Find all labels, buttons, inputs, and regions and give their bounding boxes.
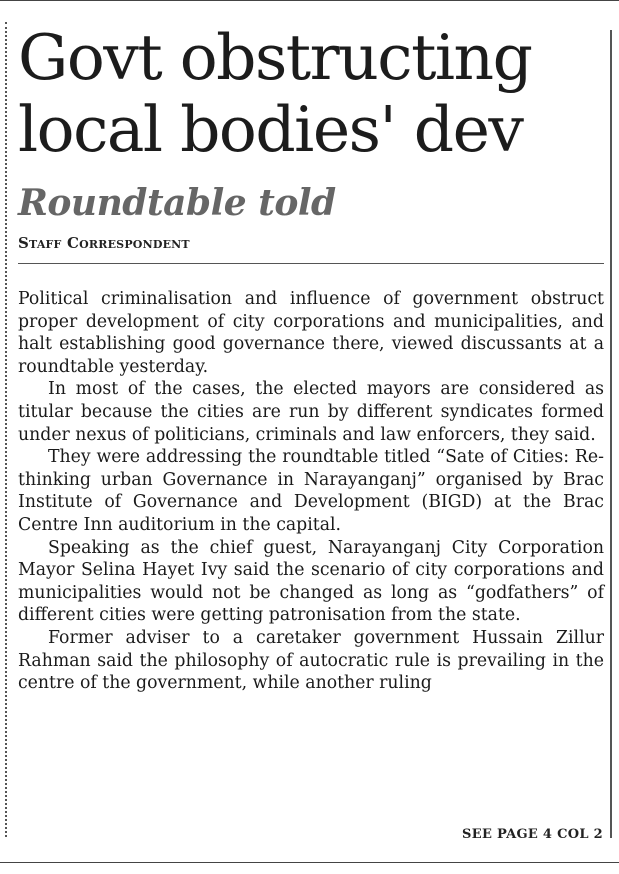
paragraph-3: They were addressing the roundtable titled “Sate of Cities: Re-thinking urban Governance in Narayanganj” organised by Brac Institute of Governance and Development (BIGD) at the Brac Centre Inn auditorium in the capital. xyxy=(18,447,604,535)
article-body xyxy=(18,288,604,695)
paragraph-1: Political criminalisation and influence of government obstruct proper development of city corporations and municipalities, and halt establishing good governance there, viewed discussants at a roundtable yesterday. xyxy=(18,289,604,377)
column-rule xyxy=(610,30,612,838)
subheadline: Roundtable told xyxy=(18,182,336,224)
paragraph-4: Speaking as the chief guest, Narayanganj City Corporation Mayor Selina Hayet Ivy said the scenario of city corporations and municipalities would not be changed as long as “godfathers” of different cities were getting patronisation from the state. xyxy=(18,537,604,626)
headline xyxy=(18,22,608,166)
byline-divider xyxy=(18,263,604,264)
headline-line-2: local bodies' dev xyxy=(18,93,523,166)
bottom-rule xyxy=(0,862,619,863)
byline: Staff Correspondent xyxy=(18,234,190,252)
headline-line-1: Govt obstructing xyxy=(18,21,532,94)
continuation-jump: SEE PAGE 4 COL 2 xyxy=(462,827,603,842)
top-rule xyxy=(0,0,619,1)
dotted-border xyxy=(5,22,7,837)
paragraph-2: In most of the cases, the elected mayors are considered as titular because the cities are run by different syndicates formed under nexus of politicians, criminals and law enforcers, they said. xyxy=(18,379,604,445)
paragraph-5: Former adviser to a caretaker government Hussain Zillur Rahman said the philosophy of autocratic rule is prevailing in the centre of the government, while another ruling xyxy=(18,627,604,694)
